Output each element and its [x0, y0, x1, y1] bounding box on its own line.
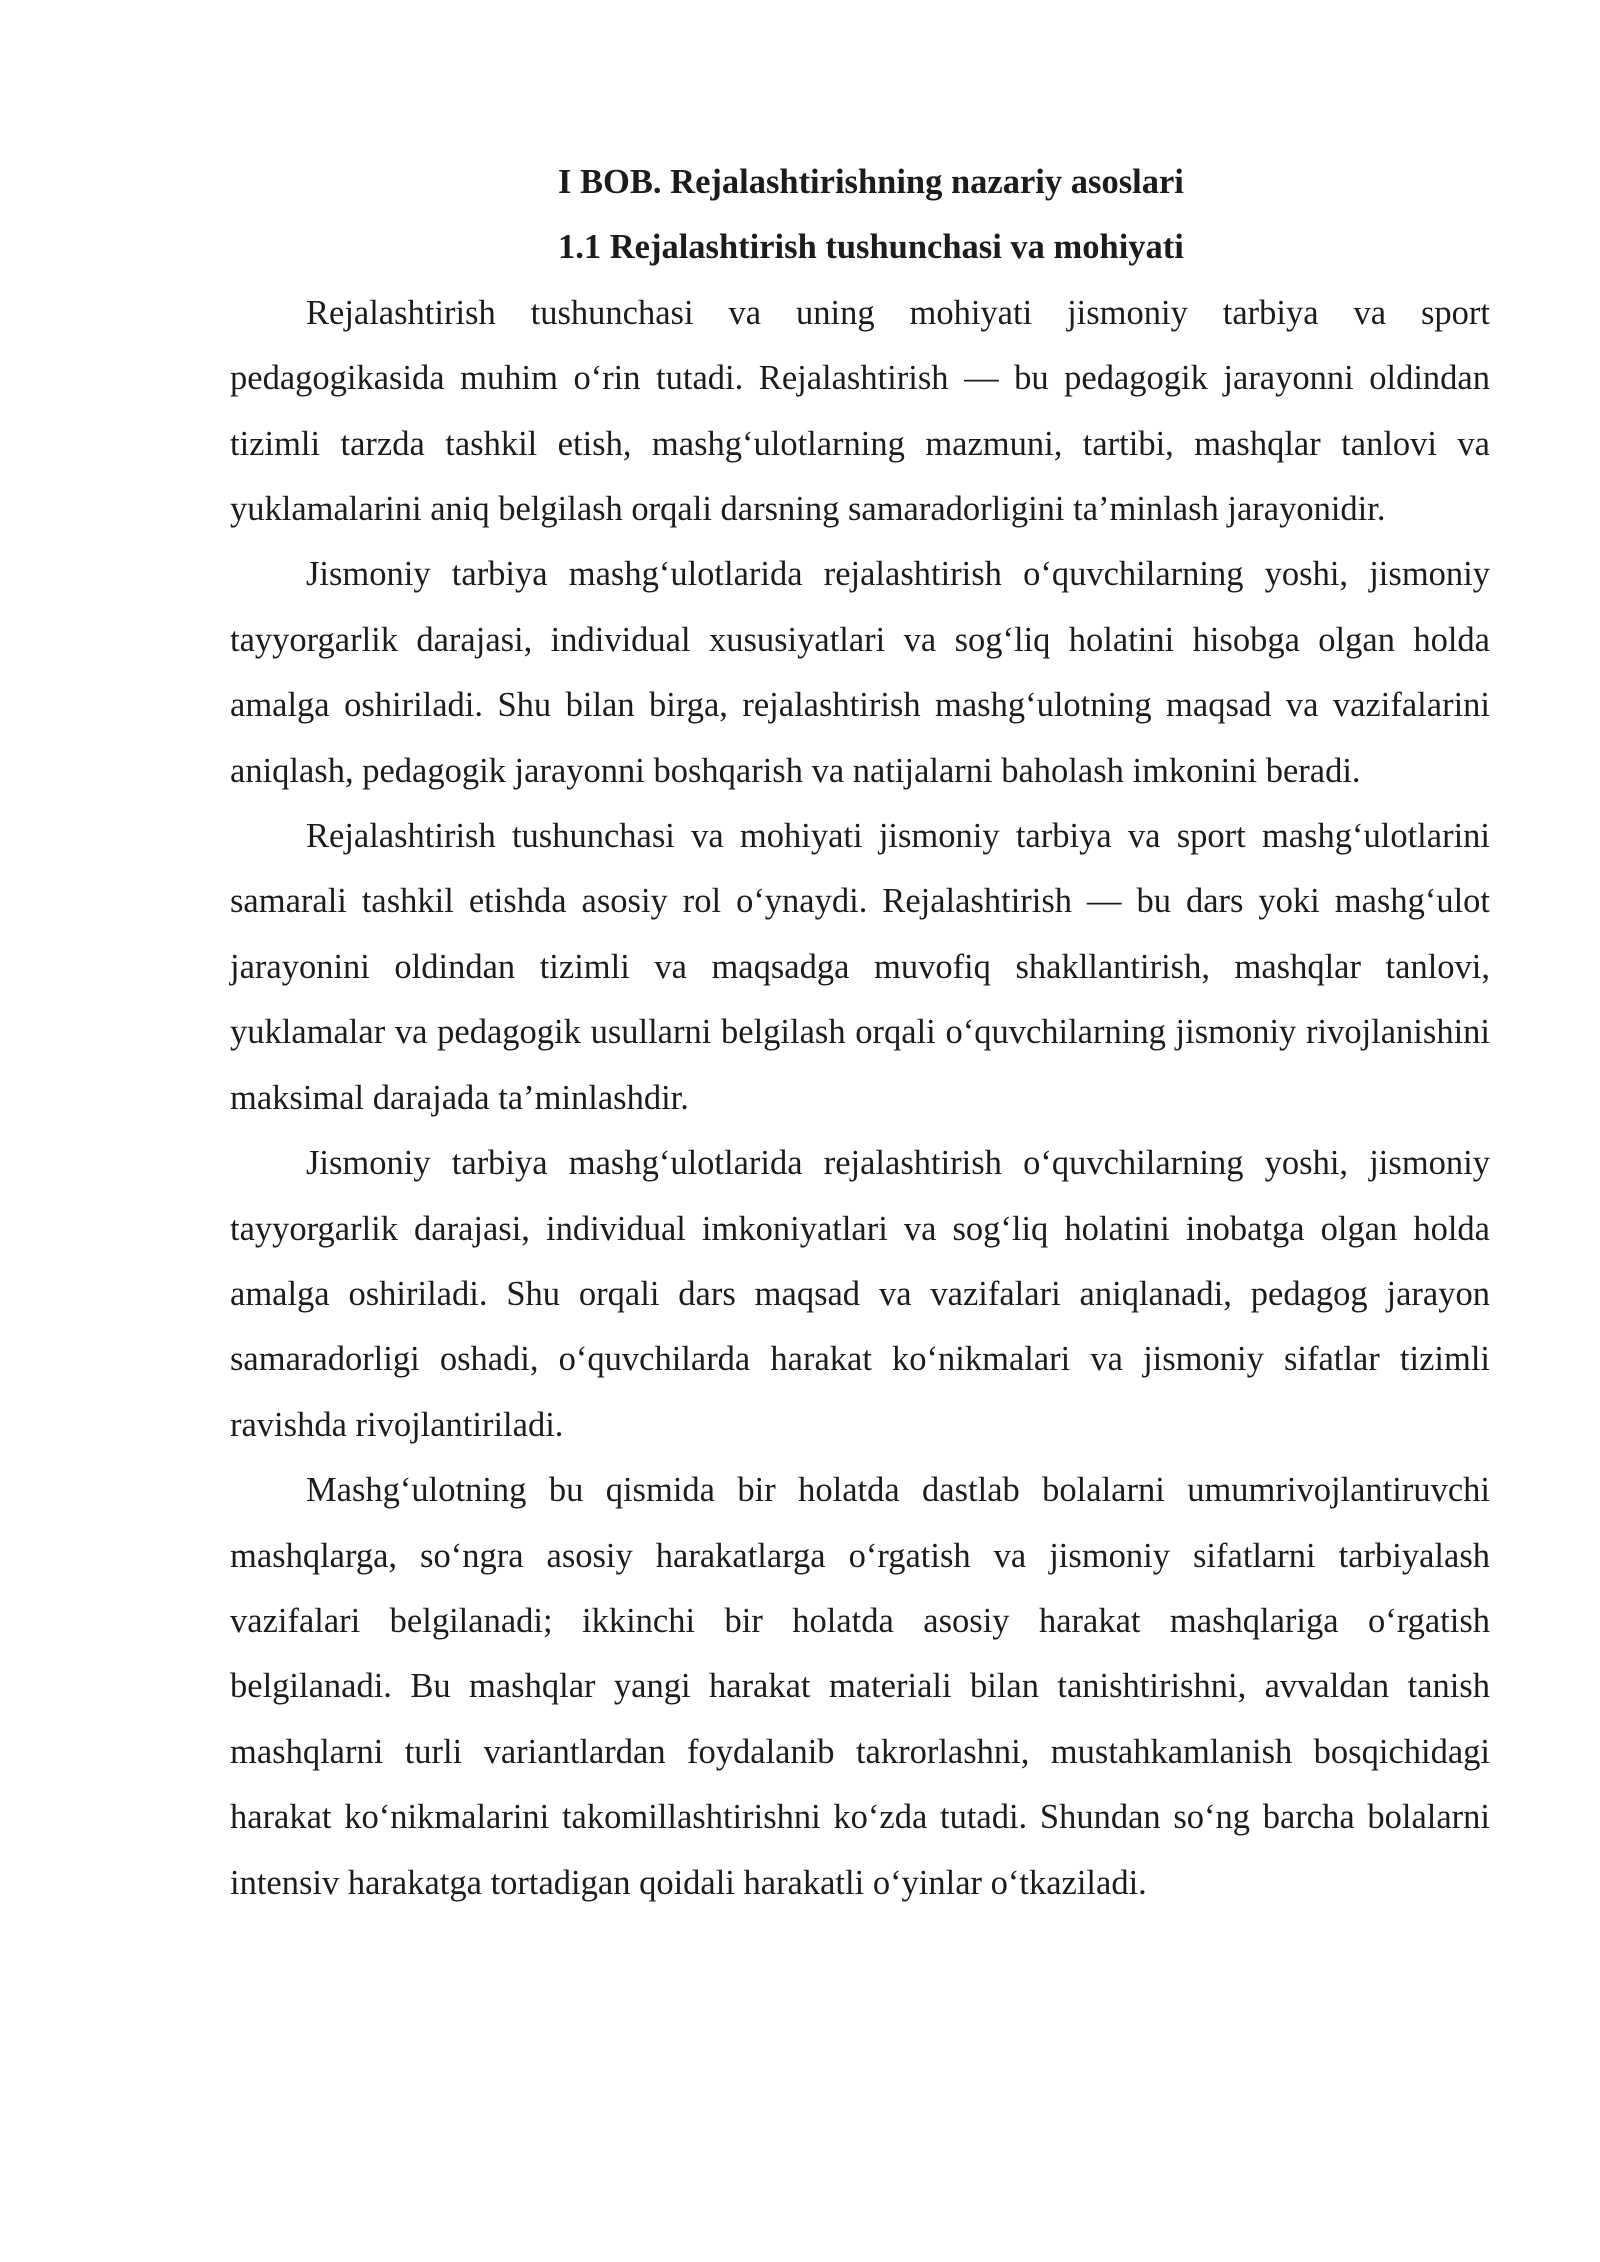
section-title: 1.1 Rejalashtirish tushunchasi va mohiyati: [558, 228, 1184, 267]
paragraph-3: Rejalashtirish tushunchasi va mohiyati jismoniy tarbiya va sport mashg‘ulotlarini samarali tashkil etishda asosiy rol o‘ynaydi. Rejalashtirish — bu dars yoki mashg‘ulot jarayonini oldindan tizimli va maqsadga muvofiq shakllantirish, mashqlar tanlovi, yuklamalar va pedagogik usullarni belgilash orqali o‘quvchilarning jismoniy rivojlanishini maksimal darajada ta’minlashdir.: [230, 817, 1490, 1117]
chapter-title: I BOB. Rejalashtirishning nazariy asoslari: [558, 163, 1184, 201]
paragraph-5: Mashg‘ulotning bu qismida bir holatda dastlab bolalarni umumrivojlantiruvchi mashqlarga, so‘ngra asosiy harakatlarga o‘rgatish va jismoniy sifatlarni tarbiyalash vazifalari belgilanadi; ikkinchi bir holatda asosiy harakat mashqlariga o‘rgatish belgilanadi. Bu mashqlar yangi harakat materiali bilan tanishtirishni, avvaldan tanish mashqlarni turli variantlardan foydalanib takrorlashni, mustahkamlanish bosqichidagi harakat ko‘nikmalarini takomillashtirishni ko‘zda tutadi. Shundan so‘ng barcha bolalarni intensiv harakatga tortadigan qoidali harakatli o‘yinlar o‘tkaziladi.: [230, 1471, 1490, 1902]
paragraph-2: Jismoniy tarbiya mashg‘ulotlarida rejalashtirish o‘quvchilarning yoshi, jismoniy tayyorgarlik darajasi, individual xususiyatlari va sog‘liq holatini hisobga olgan holda amalga oshiriladi. Shu bilan birga, rejalashtirish mashg‘ulotning maqsad va vazifalarini aniqlash, pedagogik jarayonni boshqarish va natijalarni baholash imkonini beradi.: [230, 555, 1490, 790]
paragraph-1: Rejalashtirish tushunchasi va uning mohiyati jismoniy tarbiya va sport pedagogikasida muhim o‘rin tutadi. Rejalashtirish — bu pedagogik jarayonni oldindan tizimli tarzda tashkil etish, mashg‘ulotlarning mazmuni, tartibi, mashqlar tanlovi va yuklamalarini aniq belgilash orqali darsning samaradorligini ta’minlash jarayonidir.: [230, 293, 1490, 529]
page-content: [230, 150, 1490, 1916]
paragraph-4: Jismoniy tarbiya mashg‘ulotlarida rejalashtirish o‘quvchilarning yoshi, jismoniy tayyorgarlik darajasi, individual imkoniyatlari va sog‘liq holatini inobatga olgan holda amalga oshiriladi. Shu orqali dars maqsad va vazifalari aniqlanadi, pedagog jarayon samaradorligi oshadi, o‘quvchilarda harakat ko‘nikmalari va jismoniy sifatlar tizimli ravishda rivojlantiriladi.: [230, 1144, 1490, 1444]
